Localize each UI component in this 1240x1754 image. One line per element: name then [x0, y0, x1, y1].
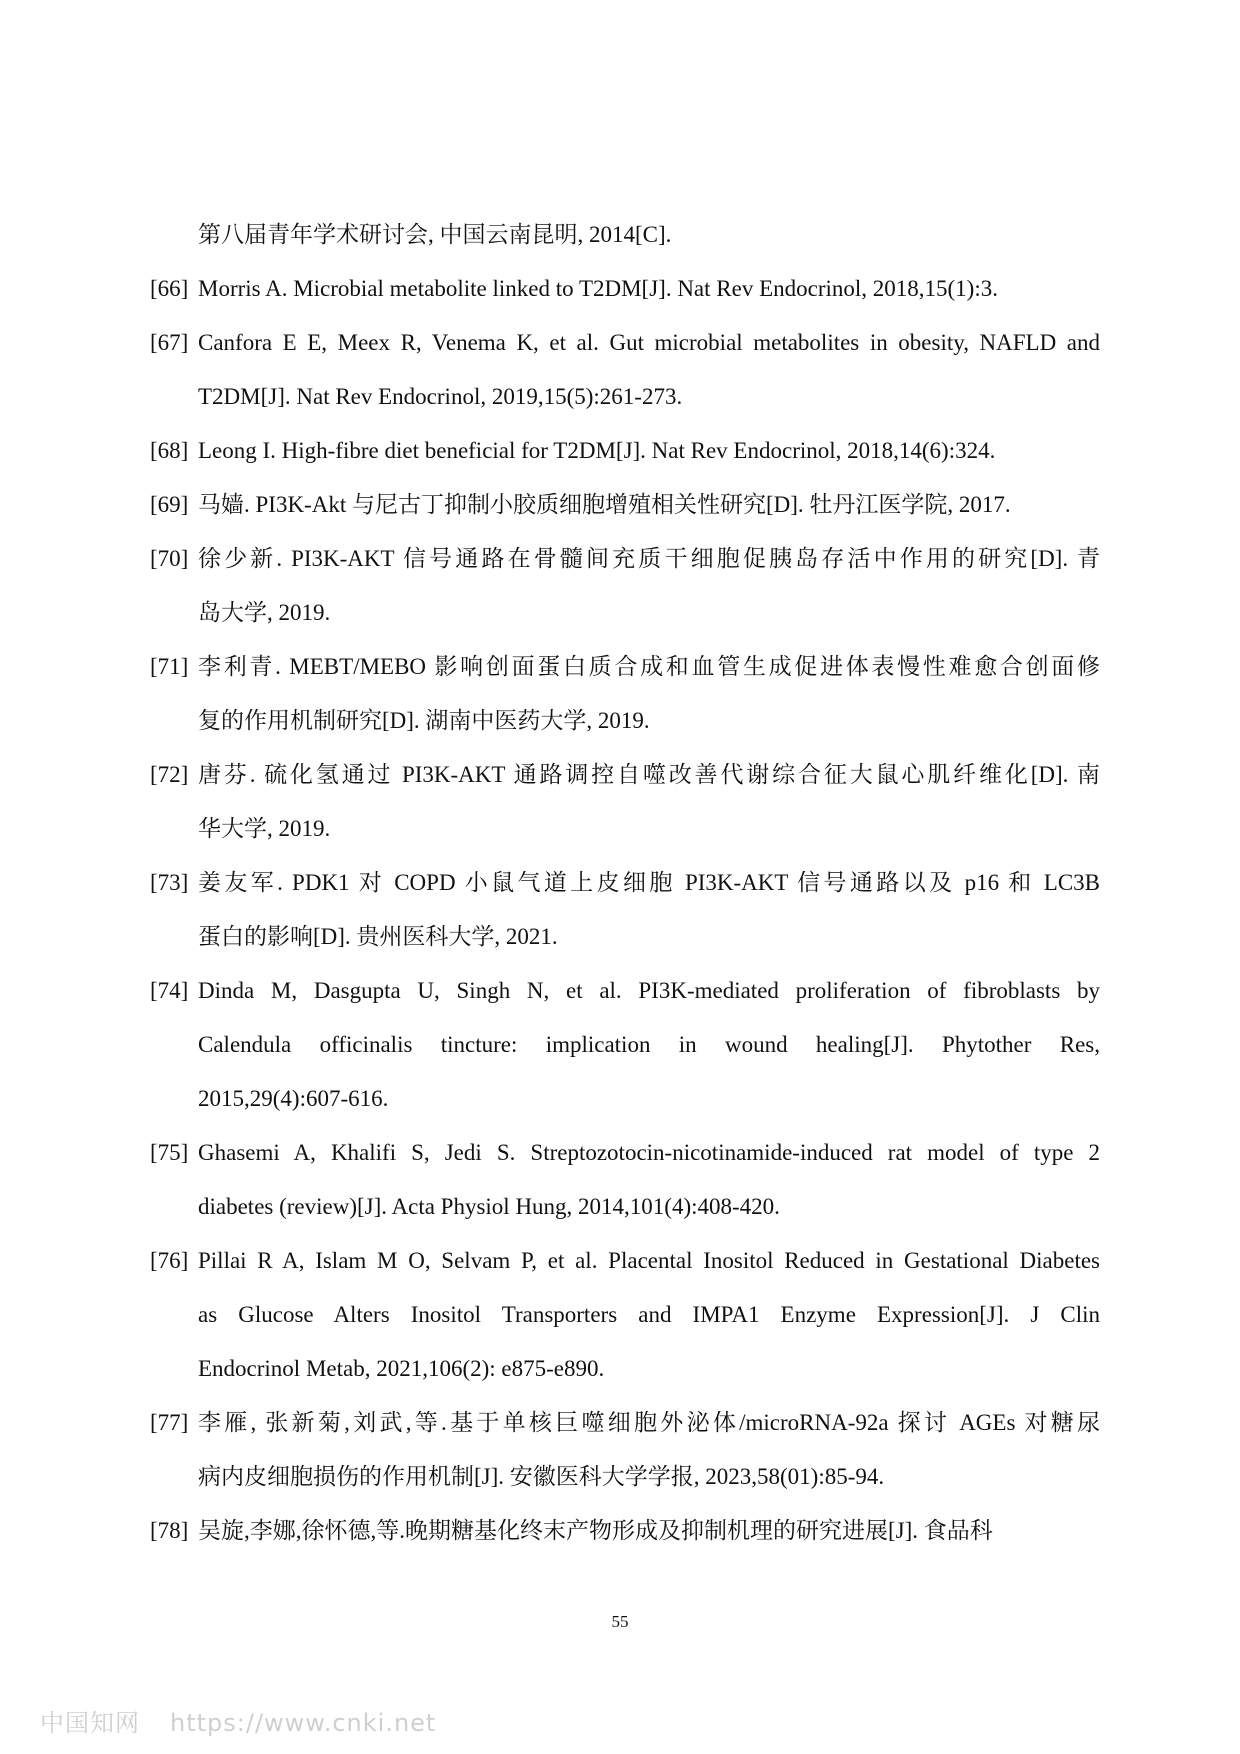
reference-line: Leong I. High-fibre diet beneficial for T2DM[J]. Nat Rev Endocrinol, 2018,14(6):324. [198, 438, 996, 463]
reference-line: Dinda M, Dasgupta U, Singh N, et al. PI3K-mediated proliferation of fibroblasts by [198, 978, 1100, 1003]
reference-line: 唐芬. 硫化氢通过 PI3K-AKT 通路调控自噬改善代谢综合征大鼠心肌纤维化[D]. 南 [198, 762, 1100, 787]
reference-item [150, 532, 1100, 640]
reference-number: [67] [150, 330, 189, 355]
reference-line: 李雁, 张新菊,刘武,等.基于单核巨噬细胞外泌体/microRNA-92a 探讨 AGEs 对糖尿 [198, 1410, 1100, 1435]
reference-text [198, 748, 1100, 856]
reference-item [150, 316, 1100, 424]
reference-line: Ghasemi A, Khalifi S, Jedi S. Streptozotocin-nicotinamide-induced rat model of type 2 [198, 1140, 1100, 1165]
reference-text [198, 1396, 1100, 1504]
reference-line: Endocrinol Metab, 2021,106(2): e875-e890. [198, 1356, 605, 1381]
reference-item [150, 1126, 1100, 1234]
reference-text [198, 856, 1100, 964]
reference-item [150, 1504, 1100, 1558]
reference-text [198, 316, 1100, 424]
reference-number: [76] [150, 1248, 189, 1273]
reference-list [150, 208, 1100, 1558]
reference-continuation: 第八届青年学术研讨会, 中国云南昆明, 2014[C]. [198, 222, 672, 247]
reference-item [150, 262, 1100, 316]
reference-line: 华大学, 2019. [198, 816, 331, 841]
reference-number: [74] [150, 978, 189, 1003]
reference-number: [69] [150, 492, 189, 517]
reference-line: Calendula officinalis tincture: implication in wound healing[J]. Phytother Res, [198, 1032, 1100, 1057]
reference-line: T2DM[J]. Nat Rev Endocrinol, 2019,15(5):261-273. [198, 384, 683, 409]
reference-number: [71] [150, 654, 189, 679]
reference-item [150, 640, 1100, 748]
reference-line: 李利青. MEBT/MEBO 影响创面蛋白质合成和血管生成促进体表慢性难愈合创面修 [198, 654, 1100, 679]
reference-text [198, 478, 1100, 532]
reference-text [198, 640, 1100, 748]
reference-line: Canfora E E, Meex R, Venema K, et al. Gut microbial metabolites in obesity, NAFLD and [198, 330, 1100, 355]
reference-line: 复的作用机制研究[D]. 湖南中医药大学, 2019. [198, 708, 650, 733]
reference-number: [70] [150, 546, 189, 571]
reference-line: 吴旋,李娜,徐怀德,等.晚期糖基化终末产物形成及抑制机理的研究进展[J]. 食品科 [198, 1518, 993, 1543]
reference-number: [75] [150, 1140, 189, 1165]
reference-number: [72] [150, 762, 189, 787]
reference-text [198, 1504, 1100, 1558]
reference-item [150, 856, 1100, 964]
reference-item [150, 424, 1100, 478]
reference-line: 蛋白的影响[D]. 贵州医科大学, 2021. [198, 924, 558, 949]
reference-text [198, 262, 1100, 316]
reference-line: 马嫱. PI3K-Akt 与尼古丁抑制小胶质细胞增殖相关性研究[D]. 牡丹江医学院, 2017. [198, 492, 1011, 517]
reference-item [150, 748, 1100, 856]
reference-number: [68] [150, 438, 189, 463]
reference-item [150, 964, 1100, 1126]
reference-line: diabetes (review)[J]. Acta Physiol Hung, 2014,101(4):408-420. [198, 1194, 780, 1219]
reference-line: 姜友军. PDK1 对 COPD 小鼠气道上皮细胞 PI3K-AKT 信号通路以及 p16 和 LC3B [198, 870, 1100, 895]
reference-line: as Glucose Alters Inositol Transporters and IMPA1 Enzyme Expression[J]. J Clin [198, 1302, 1100, 1327]
reference-number: [78] [150, 1518, 189, 1543]
watermark-brand: 中国知网 [40, 1709, 140, 1737]
reference-number: [66] [150, 276, 189, 301]
reference-line: 徐少新. PI3K-AKT 信号通路在骨髓间充质干细胞促胰岛存活中作用的研究[D]. 青 [198, 546, 1100, 571]
page-number: 55 [611, 1612, 629, 1631]
reference-entries [150, 262, 1100, 1558]
reference-line: 岛大学, 2019. [198, 600, 331, 625]
reference-line: Morris A. Microbial metabolite linked to T2DM[J]. Nat Rev Endocrinol, 2018,15(1):3. [198, 276, 998, 301]
reference-text [198, 424, 1100, 478]
reference-number: [73] [150, 870, 189, 895]
reference-text [198, 964, 1100, 1126]
reference-text [198, 1234, 1100, 1396]
reference-item [150, 1396, 1100, 1504]
reference-line: Pillai R A, Islam M O, Selvam P, et al. Placental Inositol Reduced in Gestational Diabetes [198, 1248, 1100, 1273]
reference-item [150, 1234, 1100, 1396]
reference-text [198, 532, 1100, 640]
watermark [40, 1703, 436, 1738]
reference-line: 病内皮细胞损伤的作用机制[J]. 安徽医科大学学报, 2023,58(01):85-94. [198, 1464, 885, 1489]
reference-number: [77] [150, 1410, 189, 1435]
reference-line: 2015,29(4):607-616. [198, 1086, 389, 1111]
watermark-url: https://www.cnki.net [170, 1709, 437, 1737]
reference-item [150, 478, 1100, 532]
reference-text [198, 1126, 1100, 1234]
